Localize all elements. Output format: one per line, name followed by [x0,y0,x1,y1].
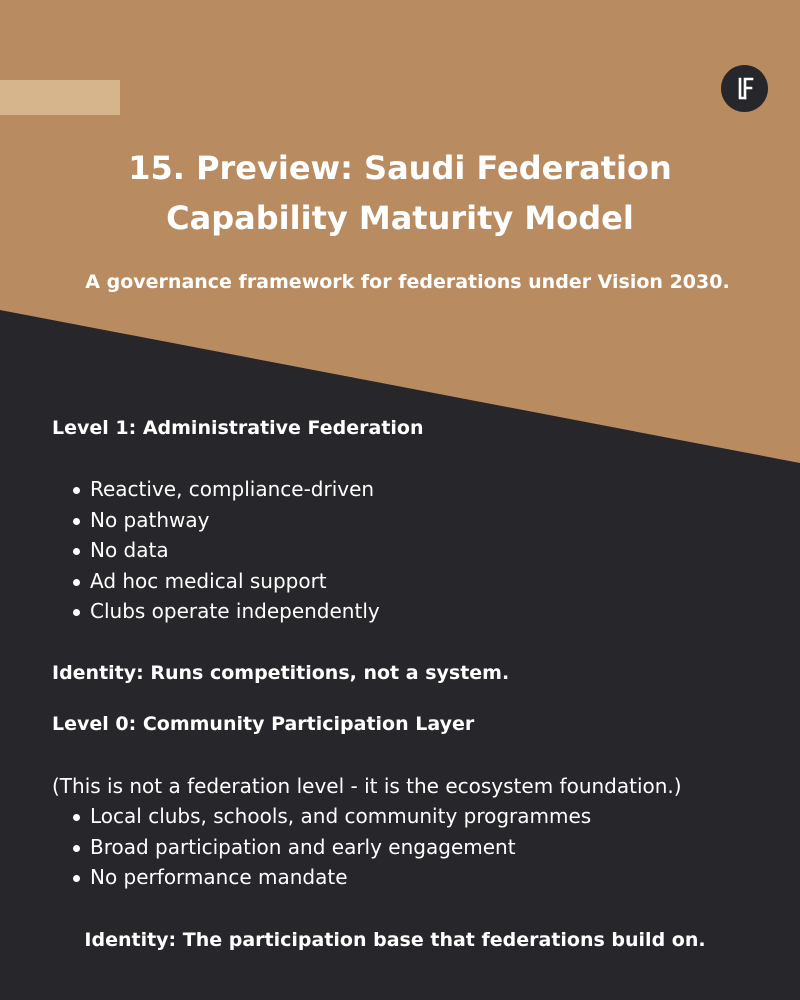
list-item: No performance mandate [52,862,591,893]
page-title [40,143,760,243]
accent-bar [0,80,120,115]
level-0-note: (This is not a federation level - it is the ecosystem foundation.) [52,774,682,798]
list-item: Local clubs, schools, and community programmes [52,801,591,832]
list-item: No data [52,535,380,566]
page-title-line-2: Capability Maturity Model [166,199,634,237]
level-0-list [52,801,591,893]
page-subtitle: A governance framework for federations under Vision 2030. [85,271,730,293]
logo [721,65,768,112]
lf-monogram-icon [730,74,760,104]
list-item: Reactive, compliance-driven [52,474,380,505]
page-title-line-1: 15. Preview: Saudi Federation [128,149,672,187]
level-1-list [52,474,380,627]
list-item: Clubs operate independently [52,596,380,627]
level-0-heading: Level 0: Community Participation Layer [52,713,475,735]
level-0-identity: Identity: The participation base that federations build on. [84,929,706,951]
list-item: No pathway [52,505,380,536]
list-item: Broad participation and early engagement [52,832,591,863]
level-1-identity: Identity: Runs competitions, not a system. [52,662,510,684]
list-item: Ad hoc medical support [52,566,380,597]
level-1-heading: Level 1: Administrative Federation [52,417,424,439]
